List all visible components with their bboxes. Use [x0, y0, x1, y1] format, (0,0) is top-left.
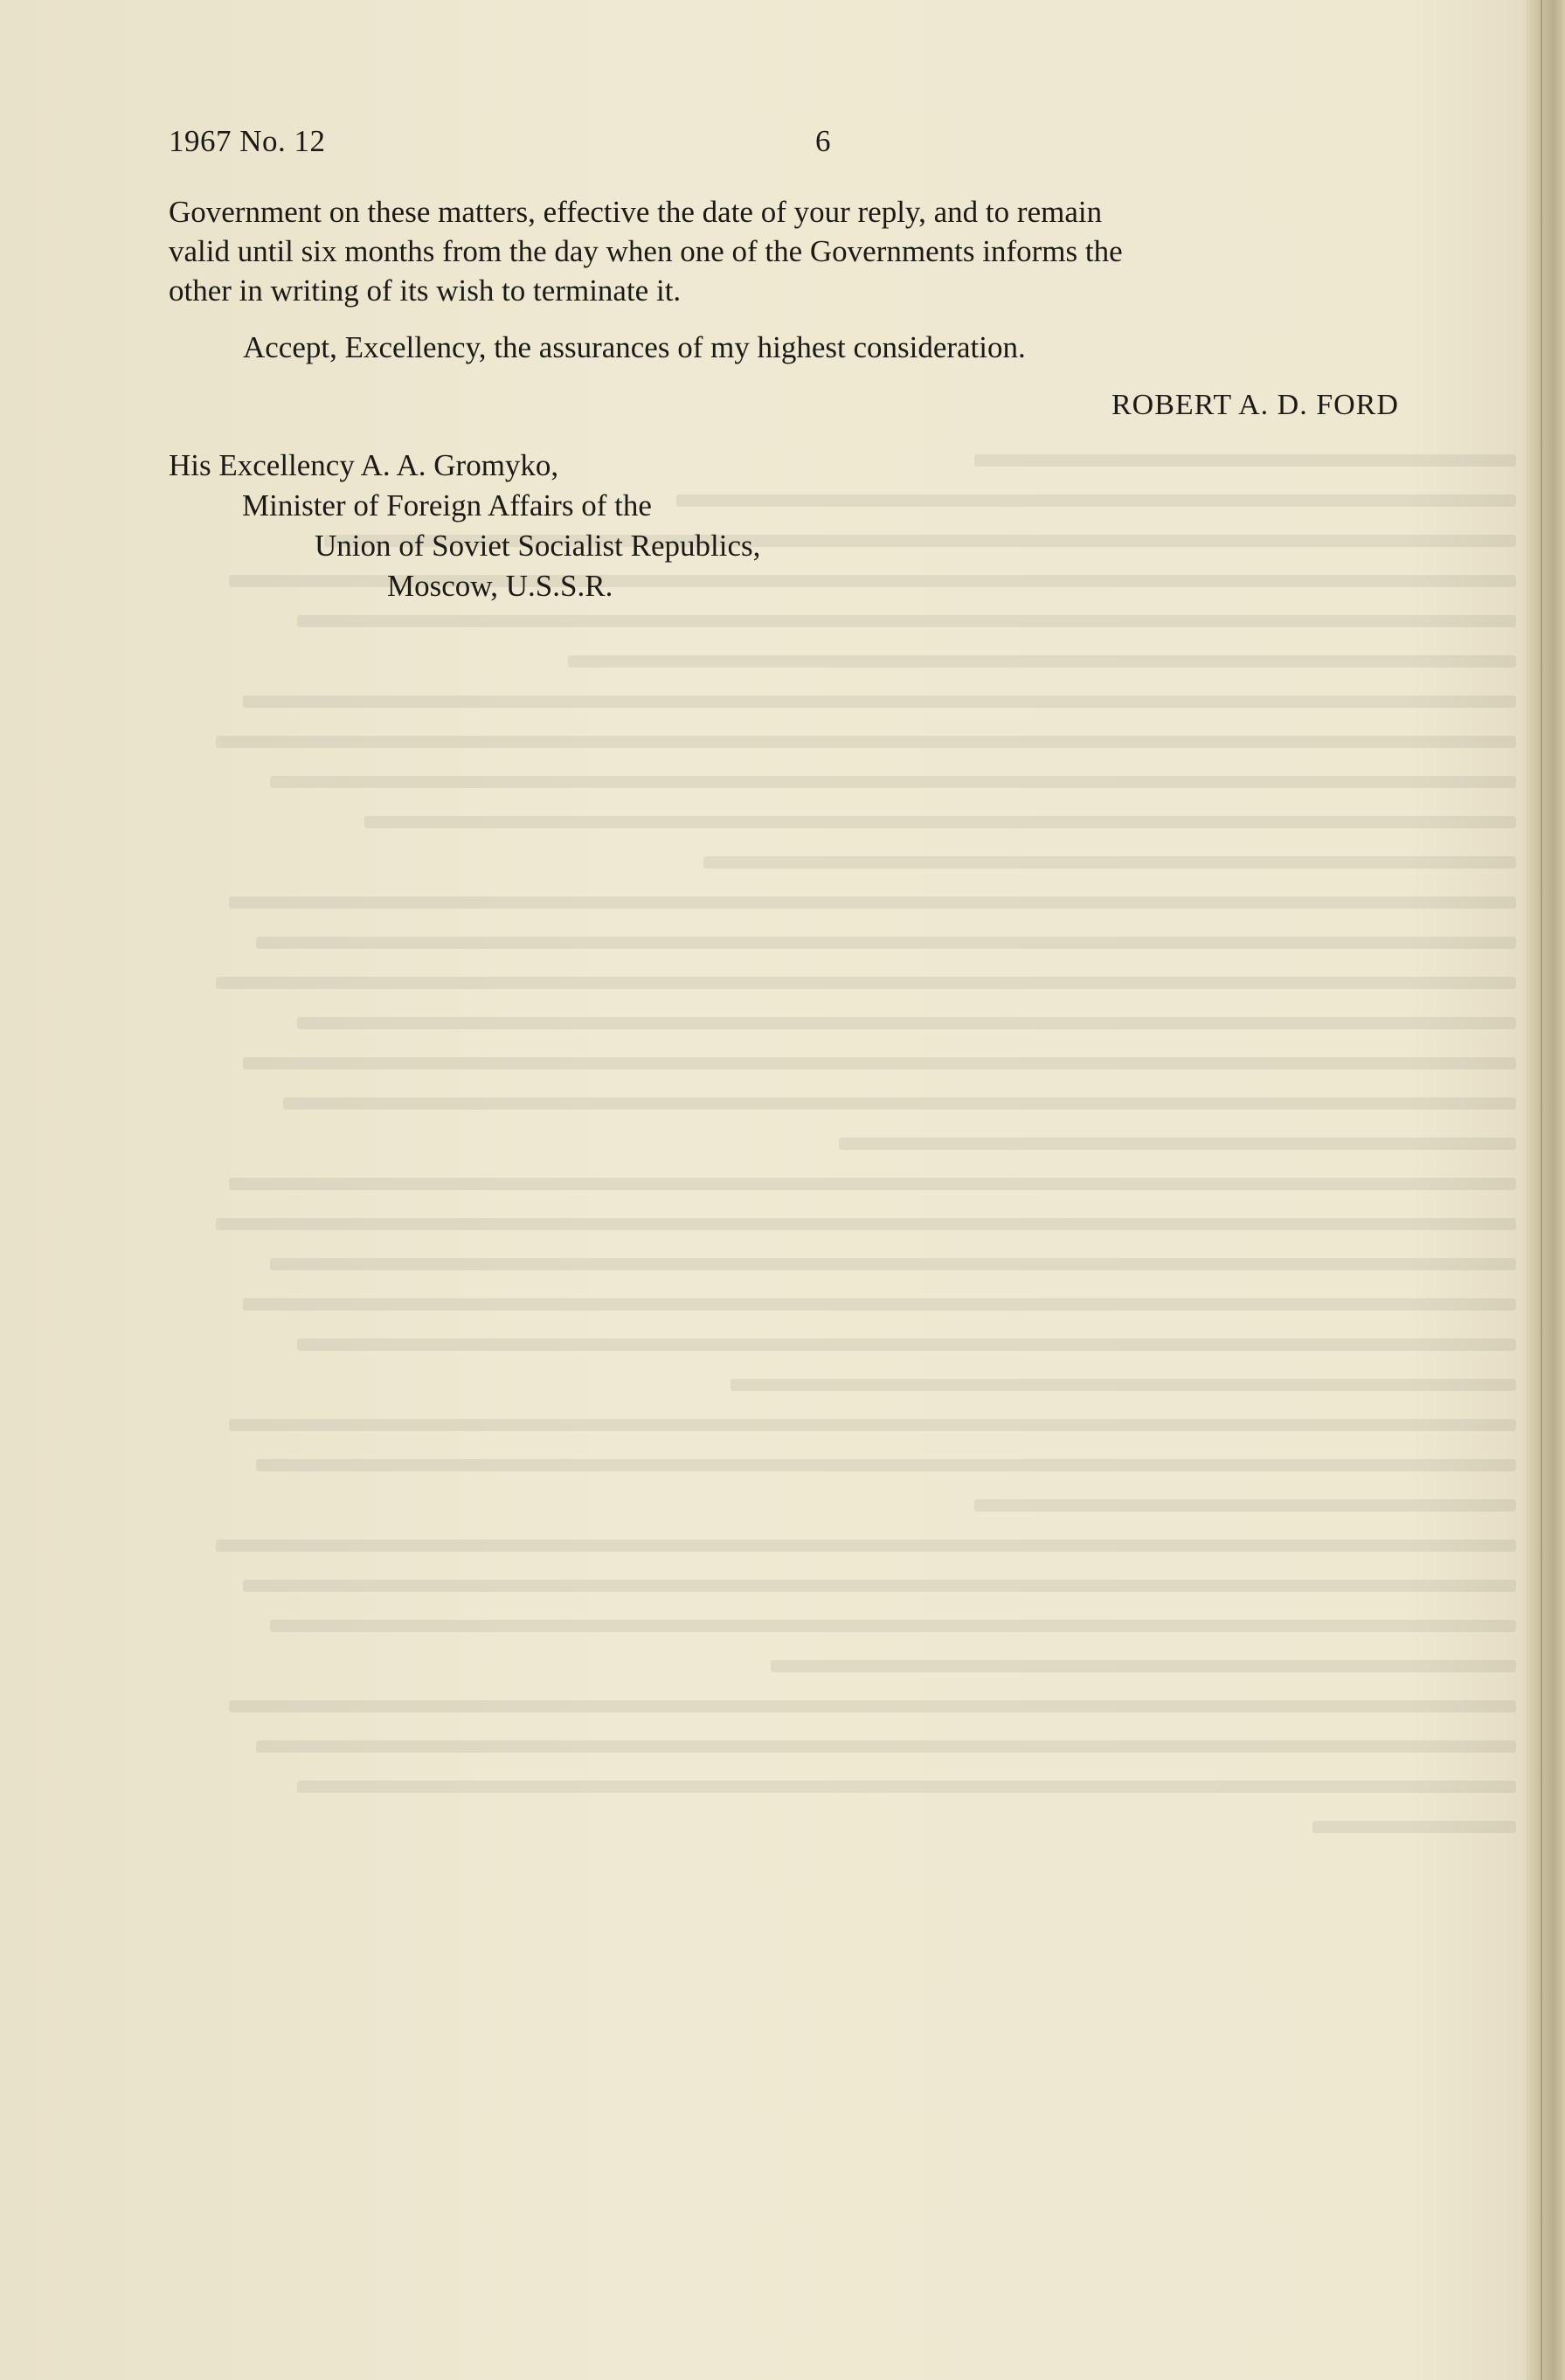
page-number: 6: [815, 124, 831, 158]
reverse-page-show-through: [162, 454, 1516, 2114]
addressee-line: Moscow, U.S.S.R.: [387, 569, 613, 603]
addressee-line: Minister of Foreign Affairs of the: [242, 488, 652, 522]
page-header: [169, 124, 1532, 176]
document-year-number: 1967 No. 12: [169, 124, 326, 158]
closing-salutation: Accept, Excellency, the assurances of my highest consideration.: [243, 330, 1026, 364]
signatory-name: ROBERT A. D. FORD: [1111, 389, 1399, 421]
paragraph-line: valid until six months from the day when one of the Governments informs the: [169, 234, 1123, 268]
addressee-block: [169, 446, 760, 606]
paragraph-continuation: [169, 192, 1484, 310]
paragraph-line: other in writing of its wish to terminate it.: [169, 273, 682, 308]
letter-body: [169, 192, 1484, 310]
paragraph-line: Government on these matters, effective the date of your reply, and to remain: [169, 195, 1103, 229]
addressee-line: His Excellency A. A. Gromyko,: [169, 448, 559, 482]
addressee-line: Union of Soviet Socialist Republics,: [315, 529, 761, 563]
book-binding-edge: [1527, 0, 1565, 2380]
binding-crease: [1541, 0, 1542, 2380]
